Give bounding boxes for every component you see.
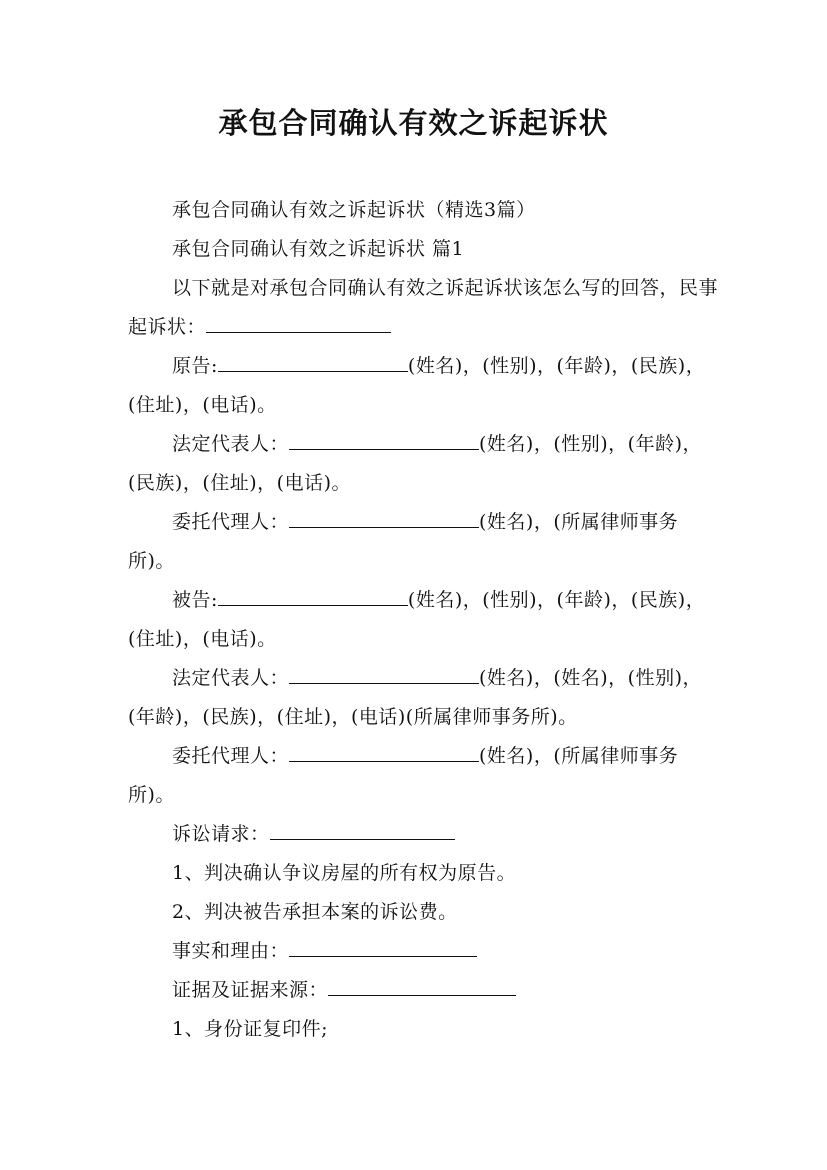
- defendant-rep-paragraph: [128, 659, 718, 737]
- blank-line: [206, 312, 391, 333]
- defendant-label: 被告:: [172, 589, 218, 611]
- blank-line: [289, 507, 479, 528]
- plaintiff-agent-label: 委托代理人：: [172, 511, 290, 533]
- defendant-tail: (姓名)，(性别)，(年龄)，(民族)，(住址)，(电话)。: [128, 589, 706, 650]
- evidence-item-1: 1、身份证复印件;: [172, 1018, 328, 1040]
- plaintiff-agent-paragraph: [128, 503, 718, 581]
- document-body: [128, 191, 718, 1049]
- blank-line: [270, 819, 455, 840]
- blank-line: [289, 741, 479, 762]
- plaintiff-tail: (姓名)，(性别)，(年龄)，(民族)，(住址)，(电话)。: [128, 355, 706, 416]
- defendant-rep-tail: (姓名)，(姓名)，(性别)，(年龄)，(民族)，(住址)，(电话)(所属律师事务所)。: [128, 667, 702, 728]
- defendant-rep-label: 法定代表人：: [172, 667, 290, 689]
- document-title: 承包合同确认有效之诉起诉状: [218, 106, 609, 140]
- blank-line: [328, 975, 516, 996]
- plaintiff-paragraph: [128, 347, 718, 425]
- plaintiff-agent-tail: (姓名)，(所属律师事务所)。: [128, 511, 679, 572]
- claim-item-1: 1、判决确认争议房屋的所有权为原告。: [172, 862, 517, 884]
- plaintiff-rep-label: 法定代表人：: [172, 433, 290, 455]
- intro-paragraph: [128, 269, 718, 347]
- defendant-agent-paragraph: [128, 737, 718, 815]
- blank-line: [289, 663, 479, 684]
- defendant-agent-tail: (姓名)，(所属律师事务所)。: [128, 745, 679, 806]
- blank-line: [289, 936, 477, 957]
- subtitle: 承包合同确认有效之诉起诉状（精选3篇）: [172, 199, 536, 221]
- blank-line: [218, 585, 408, 606]
- plaintiff-label: 原告:: [172, 355, 218, 377]
- claim-item-2: 2、判决被告承担本案的诉讼费。: [172, 901, 458, 923]
- intro-text: 以下就是对承包合同确认有效之诉起诉状该怎么写的回答，民事起诉状：: [128, 277, 719, 338]
- facts-label: 事实和理由：: [172, 940, 290, 962]
- evidence-paragraph: [128, 971, 718, 1010]
- section-heading: 承包合同确认有效之诉起诉状 篇1: [172, 238, 465, 260]
- plaintiff-rep-paragraph: [128, 425, 718, 503]
- plaintiff-rep-tail: (姓名)，(性别)，(年龄)，(民族)，(住址)，(电话)。: [128, 433, 702, 494]
- claims-label: 诉讼请求：: [172, 823, 270, 845]
- claims-paragraph: [128, 815, 718, 854]
- blank-line: [218, 351, 408, 372]
- defendant-agent-label: 委托代理人：: [172, 745, 290, 767]
- defendant-paragraph: [128, 581, 718, 659]
- facts-paragraph: [128, 932, 718, 971]
- evidence-label: 证据及证据来源：: [172, 979, 329, 1001]
- blank-line: [289, 429, 479, 450]
